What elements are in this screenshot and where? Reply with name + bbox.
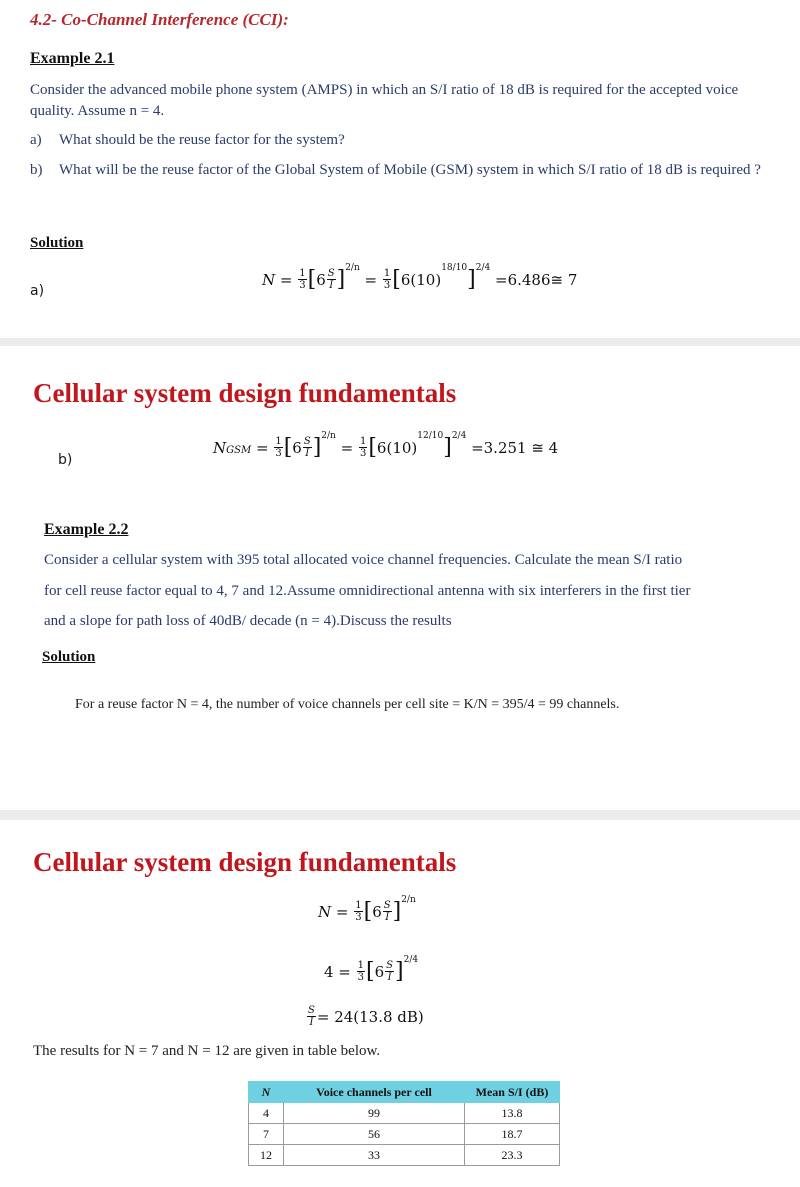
header-voice-channels: Voice channels per cell [284, 1082, 465, 1103]
slide-title: Cellular system design fundamentals [33, 847, 457, 877]
cell-voice-channels: 33 [284, 1145, 465, 1166]
header-mean-si: Mean S/I (dB) [465, 1082, 560, 1103]
solution-heading: Solution [42, 649, 96, 665]
example-heading: Example 2.2 [44, 521, 129, 538]
results-table [248, 1081, 560, 1166]
cell-voice-channels: 99 [284, 1103, 465, 1124]
solution-text: For a reuse factor N = 4, the number of voice channels per cell site = K/N = 395/4 = 99 channels. [75, 697, 620, 712]
part-b-label: b) [58, 452, 73, 468]
question-b-label: b) [30, 162, 43, 178]
example-text-line2: for cell reuse factor equal to 4, 7 and 12.Assume omnidirectional antenna with six interferers in the first tier [44, 583, 691, 599]
part-a-label: a) [30, 283, 45, 299]
example-intro: Consider the advanced mobile phone system (AMPS) in which an S/I ratio of 18 dB is required for the accepted voice quality. Assume n = 4. [30, 82, 739, 119]
cell-n: 12 [249, 1145, 284, 1166]
equation-b: NGSM = $\frac{1}{3}$ [ 6 $\frac{S}{I}$ ] 2/n = $\frac{1}{3}$ [ 6(10) 12/10 ] 2/4 = 3.251 ≅ 4 [213, 430, 559, 460]
table-row [249, 1103, 560, 1124]
equation-n-general: N = $\frac{1}{3}$ [ 6 $\frac{S}{I}$ ] 2/n [318, 894, 416, 924]
example-text-line1: Consider a cellular system with 395 total allocated voice channel frequencies. Calculate the mean S/I ratio [44, 552, 683, 568]
slide-cellular-fundamentals-2 [0, 820, 800, 1187]
slide-cellular-fundamentals-1 [0, 346, 800, 810]
cell-mean-si: 13.8 [465, 1103, 560, 1124]
question-a-label: a) [30, 132, 42, 148]
equation-si: $\frac{S}{I}$ = 24(13.8 dB) [308, 1005, 424, 1028]
cell-n: 7 [249, 1124, 284, 1145]
slide-co-channel-interference [0, 0, 800, 338]
slide-title: Cellular system design fundamentals [33, 378, 457, 408]
results-text: The results for N = 7 and N = 12 are given in table below. [33, 1043, 381, 1059]
equation-a: N = $\frac{1}{3}$ [ 6 $\frac{S}{I}$ ] 2/n = $\frac{1}{3}$ [ 6(10) 18/10 ] 2/4 = 6.486≅ 7 [262, 262, 578, 292]
equation-b-result: 3.251 ≅ 4 [483, 438, 559, 457]
question-b: What will be the reuse factor of the Global System of Mobile (GSM) system in which S/I ratio of 18 dB is required ? [59, 162, 761, 178]
table-row [249, 1145, 560, 1166]
question-a: What should be the reuse factor for the system? [59, 132, 345, 148]
equation-n-4: 4 = $\frac{1}{3}$ [ 6 $\frac{S}{I}$ ] 2/4 [324, 954, 419, 984]
equation-si-result: = 24(13.8 dB) [316, 1007, 424, 1026]
table-row [249, 1124, 560, 1145]
equation-a-result: 6.486≅ 7 [507, 270, 578, 289]
cell-mean-si: 23.3 [465, 1145, 560, 1166]
cell-mean-si: 18.7 [465, 1124, 560, 1145]
example-heading: Example 2.1 [30, 50, 115, 67]
section-title: 4.2- Co-Channel Interference (CCI): [30, 10, 289, 29]
example-text-line3: and a slope for path loss of 40dB/ decade (n = 4).Discuss the results [44, 613, 452, 629]
header-n: N [249, 1082, 284, 1103]
cell-voice-channels: 56 [284, 1124, 465, 1145]
cell-n: 4 [249, 1103, 284, 1124]
solution-heading: Solution [30, 235, 84, 251]
table-header-row [249, 1082, 560, 1103]
